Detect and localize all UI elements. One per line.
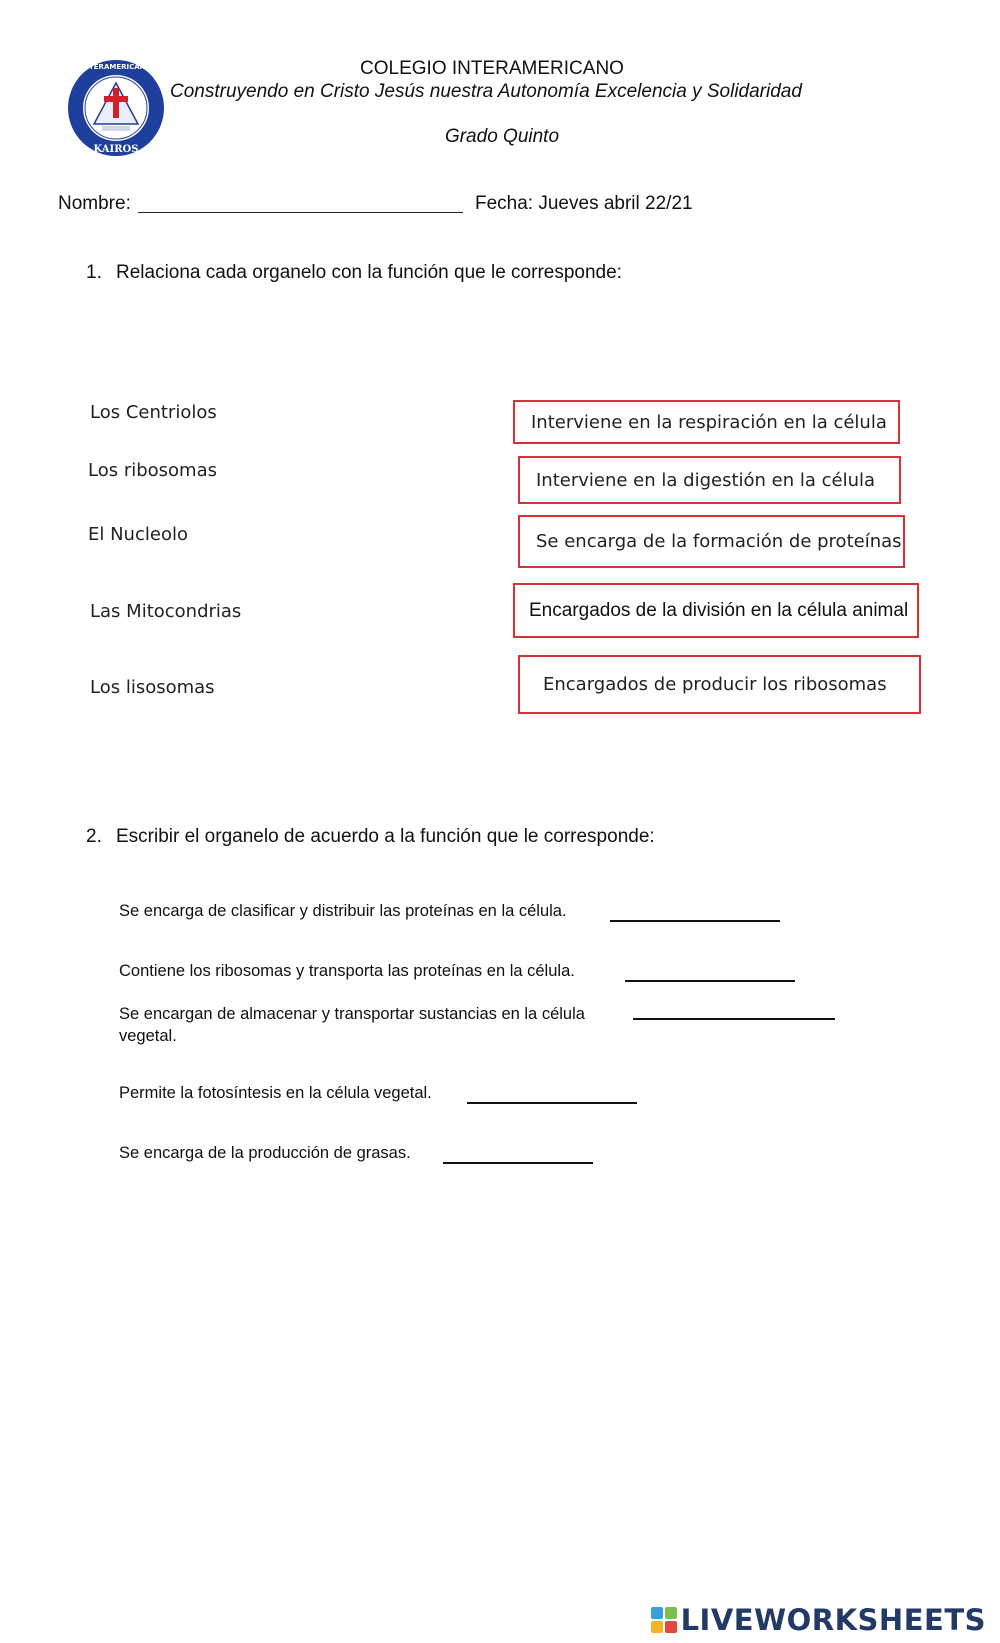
answer-blank[interactable] xyxy=(467,1102,637,1104)
school-motto: Construyendo en Cristo Jesús nuestra Autonomía Excelencia y Solidaridad xyxy=(170,81,802,102)
question-2-number: 2. xyxy=(86,826,102,847)
name-label: Nombre: xyxy=(58,193,131,214)
grade-label: Grado Quinto xyxy=(444,126,560,147)
organelle-item[interactable]: Los lisosomas xyxy=(90,677,215,698)
answer-blank[interactable] xyxy=(633,1018,835,1020)
answer-blank[interactable] xyxy=(443,1162,593,1164)
svg-text:KAIROS: KAIROS xyxy=(93,144,139,155)
svg-text:INTERAMERICANO: INTERAMERICANO xyxy=(80,63,152,71)
question-2-title xyxy=(86,826,655,848)
q2-item: Permite la fotosíntesis en la célula vegetal. xyxy=(119,1084,432,1102)
question-1-number: 1. xyxy=(86,262,102,283)
q2-item: Se encargan de almacenar y transportar sustancias en la célula vegetal. xyxy=(119,1005,585,1045)
liveworksheets-icon xyxy=(651,1607,677,1633)
question-1-title xyxy=(86,262,622,284)
brand-text: LIVEWORKSHEETS xyxy=(680,1603,986,1637)
organelle-item[interactable]: Los ribosomas xyxy=(88,460,217,481)
question-1-text: Relaciona cada organelo con la función que le corresponde: xyxy=(116,262,622,283)
answer-blank[interactable] xyxy=(610,920,780,922)
school-name: COLEGIO INTERAMERICANO xyxy=(360,58,624,79)
name-field[interactable] xyxy=(138,212,463,213)
question-2-text: Escribir el organelo de acuerdo a la función que le corresponde: xyxy=(116,826,655,847)
answer-blank[interactable] xyxy=(625,980,795,982)
organelle-item[interactable]: El Nucleolo xyxy=(88,524,188,545)
liveworksheets-logo xyxy=(651,1603,986,1637)
function-box[interactable]: Interviene en la respiración en la célula xyxy=(513,400,900,444)
function-box[interactable]: Encargados de producir los ribosomas xyxy=(518,655,921,714)
organelle-item[interactable]: Los Centriolos xyxy=(90,402,217,423)
organelle-item[interactable]: Las Mitocondrias xyxy=(90,601,242,622)
q2-item: Se encarga de clasificar y distribuir las proteínas en la célula. xyxy=(119,902,567,920)
function-box[interactable]: Interviene en la digestión en la célula xyxy=(518,456,901,504)
function-box[interactable]: Se encarga de la formación de proteínas xyxy=(518,515,905,568)
q2-item: Contiene los ribosomas y transporta las proteínas en la célula. xyxy=(119,962,575,980)
function-box[interactable]: Encargados de la división en la célula animal xyxy=(513,583,919,638)
date-label: Fecha: Jueves abril 22/21 xyxy=(475,193,693,214)
q2-item: Se encarga de la producción de grasas. xyxy=(119,1144,411,1162)
